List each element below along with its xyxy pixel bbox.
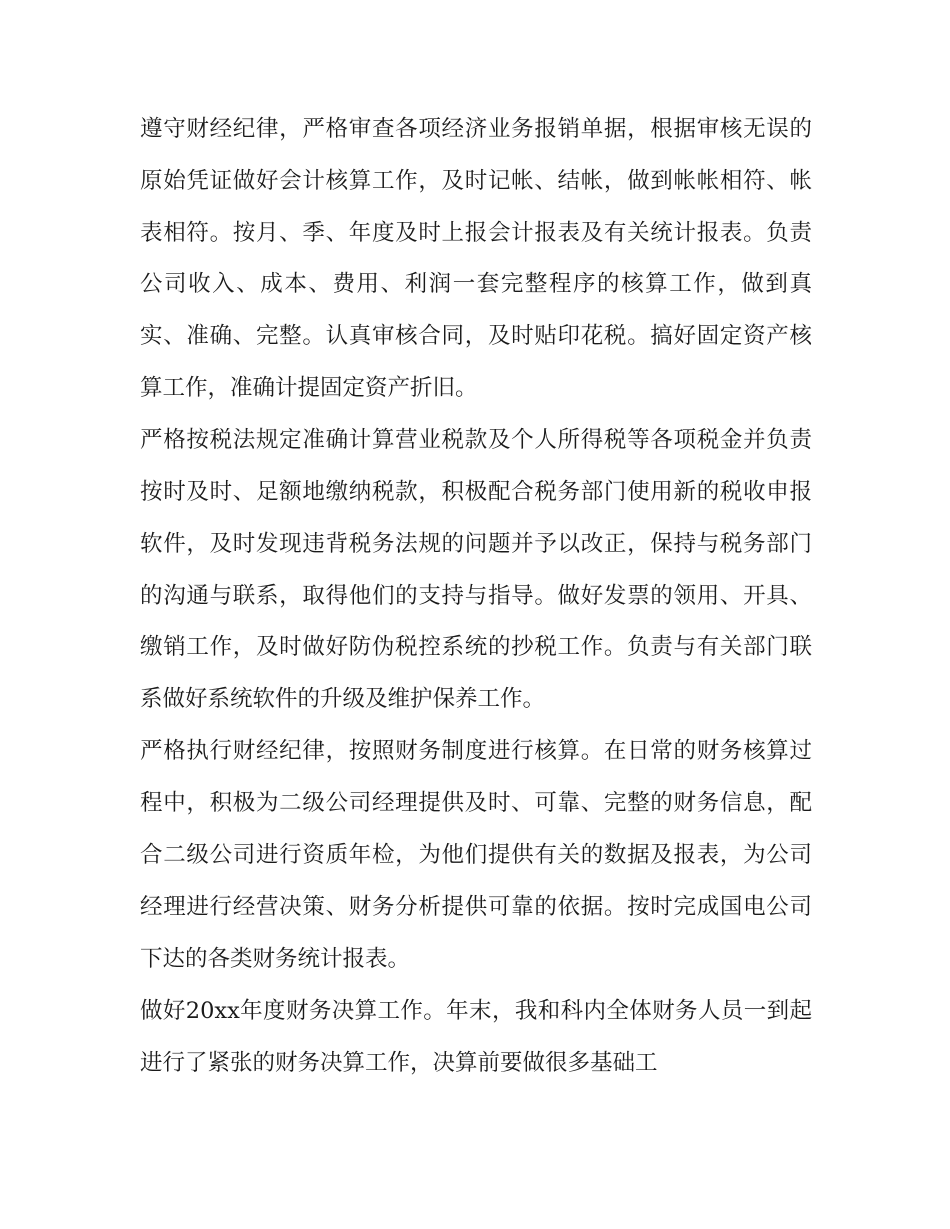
- document-body: [140, 104, 812, 1089]
- paragraph-financial-discipline: 严格执行财经纪律，按照财务制度进行核算。在日常的财务核算过程中，积极为二级公司经理提供及时、可靠、完整的财务信息，配合二级公司进行资质年检，为他们提供有关的数据及报表，为公司经理进行经营决策、财务分析提供可靠的依据。按时完成国电公司下达的各类财务统计报表。: [140, 738, 812, 972]
- paragraph-accounting-duties: 遵守财经纪律，严格审查各项经济业务报销单据，根据审核无误的原始凭证做好会计核算工作，及时记帐、结帐，做到帐帐相符、帐表相符。按月、季、年度及时上报会计报表及有关统计报表。负责公司收入、成本、费用、利润一套完整程序的核算工作，做到真实、准确、完整。认真审核合同，及时贴印花税。搞好固定资产核算工作，准确计提固定资产折旧。: [140, 116, 812, 401]
- paragraph-annual-settlement: 做好20xx年度财务决算工作。年末，我和科内全体财务人员一到起进行了紧张的财务决算工作，决算前要做很多基础工: [140, 997, 812, 1076]
- paragraph-tax-duties: 严格按税法规定准确计算营业税款及个人所得税等各项税金并负责按时及时、足额地缴纳税款，积极配合税务部门使用新的税收申报软件，及时发现违背税务法规的问题并予以改正，保持与税务部门的沟通与联系，取得他们的支持与指导。做好发票的领用、开具、缴销工作，及时做好防伪税控系统的抄税工作。负责与有关部门联系做好系统软件的升级及维护保养工作。: [140, 427, 812, 713]
